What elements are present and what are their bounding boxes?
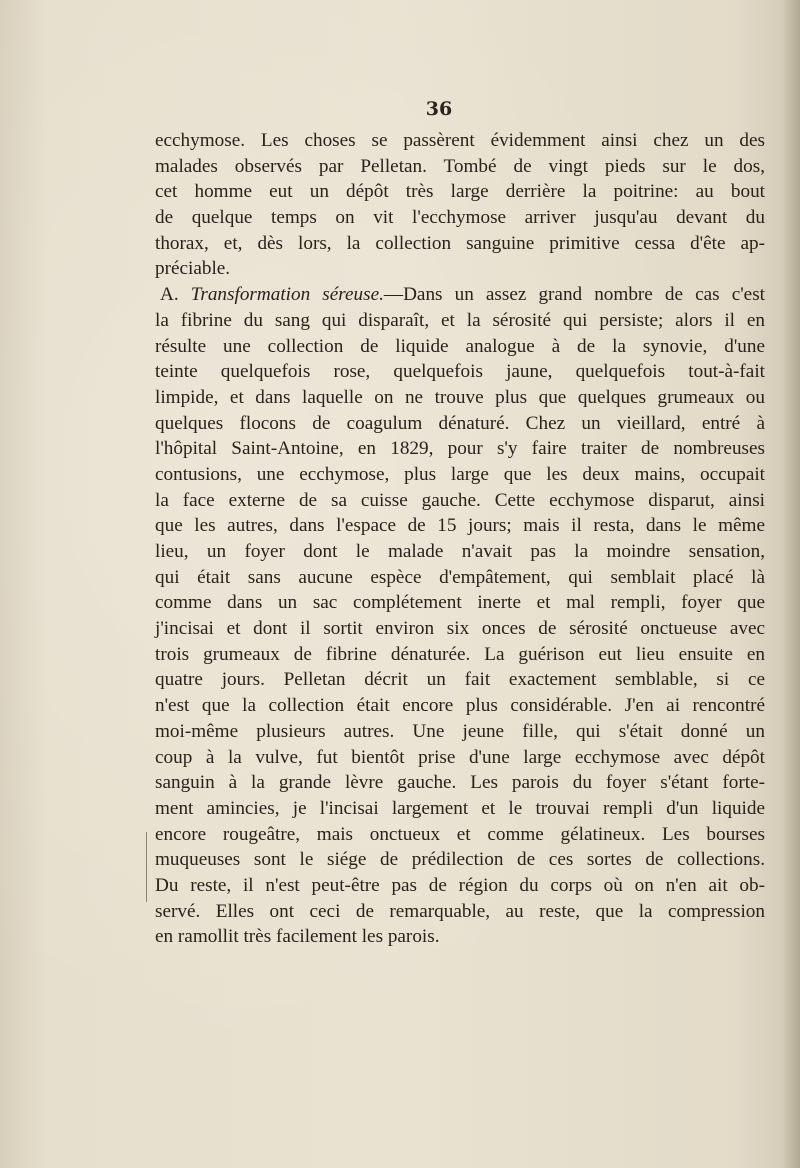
text-line: thorax, et, dès lors, la collection sanguine primitive cessa d'ête ap- xyxy=(155,232,765,254)
section-heading-line xyxy=(155,282,765,308)
text-line: ecchymose. Les choses se passèrent évidemment ainsi chez un des xyxy=(155,130,765,151)
text-line: malades observés par Pelletan. Tombé de vingt pieds sur le dos, xyxy=(155,155,765,177)
margin-pencil-mark xyxy=(146,832,150,902)
text-line: de quelque temps on vit l'ecchymose arriver jusqu'au devant du xyxy=(155,207,765,229)
section-title: Transformation séreuse. xyxy=(190,284,384,306)
text-line: Dans un assez grand nombre de cas c'est xyxy=(403,284,765,306)
text-line: quelques flocons de coagulum dénaturé. Chez un vieillard, entré à xyxy=(155,412,765,434)
text-line: moi-même plusieurs autres. Une jeune fille, qui s'était donné un xyxy=(155,720,765,742)
text-line: résulte une collection de liquide analogue à de la synovie, d'une xyxy=(155,335,765,357)
text-line: comme dans un sac complétement inerte et mal rempli, foyer que xyxy=(155,592,765,614)
text-line: sanguin à la grande lèvre gauche. Les parois du foyer s'étant forte- xyxy=(155,772,765,794)
text-line: Du reste, il n'est peut-être pas de région du corps où on n'en ait ob- xyxy=(155,874,765,896)
text-line: coup à la vulve, fut bientôt prise d'une large ecchymose avec dépôt xyxy=(155,746,765,768)
text-line: j'incisai et dont il sortit environ six onces de sérosité onctueuse avec xyxy=(155,618,765,640)
text-line: l'hôpital Saint-Antoine, en 1829, pour s'y faire traiter de nombreuses xyxy=(155,438,765,460)
text-line: que les autres, dans l'espace de 15 jours; mais il resta, dans le même xyxy=(155,515,765,537)
text-line: encore rougeâtre, mais onctueux et comme gélatineux. Les bourses xyxy=(155,823,765,845)
text-line: n'est que la collection était encore plus considérable. J'en ai rencontré xyxy=(155,695,765,717)
text-line: muqueuses sont le siége de prédilection de ces sortes de collections. xyxy=(155,849,765,871)
section-dash: — xyxy=(383,284,404,306)
text-line: en ramollit très facilement les parois. xyxy=(155,926,440,948)
text-line: qui était sans aucune espèce d'empâtement, qui semblait placé là xyxy=(155,566,765,588)
text-line: teinte quelquefois rose, quelquefois jaune, quelquefois tout-à-fait xyxy=(155,361,765,383)
text-line: ment amincies, je l'incisai largement et le trouvai rempli d'un liquide xyxy=(155,797,765,819)
text-line: trois grumeaux de fibrine dénaturée. La guérison eut lieu ensuite en xyxy=(155,643,765,665)
text-line: contusions, une ecchymose, plus large que les deux mains, occupait xyxy=(155,463,765,485)
text-line: lieu, un foyer dont le malade n'avait pas la moindre sensation, xyxy=(155,541,765,562)
text-line: servé. Elles ont ceci de remarquable, au reste, que la compression xyxy=(155,900,765,922)
text-line: quatre jours. Pelletan décrit un fait exactement semblable, si ce xyxy=(155,669,765,691)
text-line: préciable. xyxy=(155,258,231,280)
text-line: cet homme eut un dépôt très large derrière la poitrine: au bout xyxy=(155,181,765,203)
page-number: 36 xyxy=(425,98,453,120)
text-line: limpide, et dans laquelle on ne trouve plus que quelques grumeaux ou xyxy=(155,386,765,408)
text-line: la face externe de sa cuisse gauche. Cette ecchymose disparut, ainsi xyxy=(155,489,765,511)
text-line: la fibrine du sang qui disparaît, et la sérosité qui persiste; alors il en xyxy=(155,309,765,331)
body-text xyxy=(155,128,765,950)
section-label: A. xyxy=(160,284,179,306)
page-edge-shadow xyxy=(782,0,800,1168)
